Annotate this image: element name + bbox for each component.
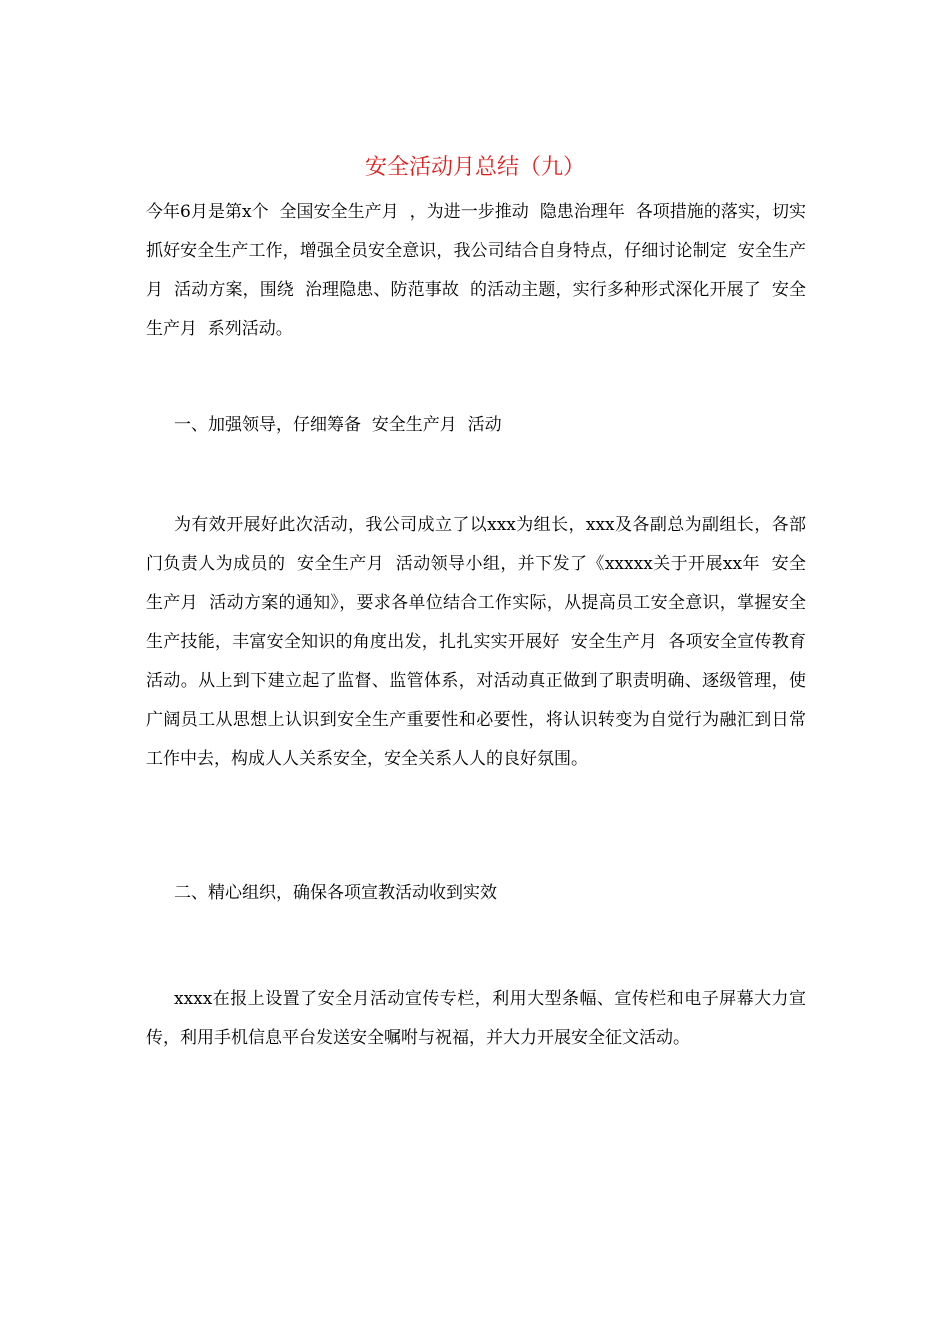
paragraph-intro: 今年6月是第x个 全国安全生产月 ，为进一步推动 隐患治理年 各项措施的落实，切实抓好安全生产工作，增强全员安全意识，我公司结合自身特点，仔细讨论制定 安全生产月 活动方案，围绕 治理隐患、防范事故 的活动主题，实行多种形式深化开展了 安全生产月 系列活动。 xyxy=(146,202,806,339)
section-heading-1: 一、加强领导，仔细筹备 安全生产月 活动 xyxy=(174,415,502,435)
section-heading-2: 二、精心组织，确保各项宣教活动收到实效 xyxy=(174,883,497,903)
paragraph-section-2: xxxx在报上设置了安全月活动宣传专栏，利用大型条幅、宣传栏和电子屏幕大力宣传，利用手机信息平台发送安全嘱咐与祝福，并大力开展安全征文活动。 xyxy=(146,989,806,1048)
document-title: 安全活动月总结（九） xyxy=(364,155,585,180)
paragraph-section-1: 为有效开展好此次活动，我公司成立了以xxx为组长，xxx及各副总为副组长，各部门负责人为成员的 安全生产月 活动领导小组，并下发了《xxxxx关于开展xx年 安全生产月 活动方案的通知》，要求各单位结合工作实际，从提高员工安全意识，掌握安全生产技能，丰富安全知识的角度出发，扎扎实实开展好 安全生产月 各项安全宣传教育活动。从上到下建立起了监督、监管体系，对活动真正做到了职责明确、逐级管理，使广阔员工从思想上认识到安全生产重要性和必要性，将认识转变为自觉行为融汇到日常工作中去，构成人人关系安全，安全关系人人的良好氛围。 xyxy=(146,515,806,769)
